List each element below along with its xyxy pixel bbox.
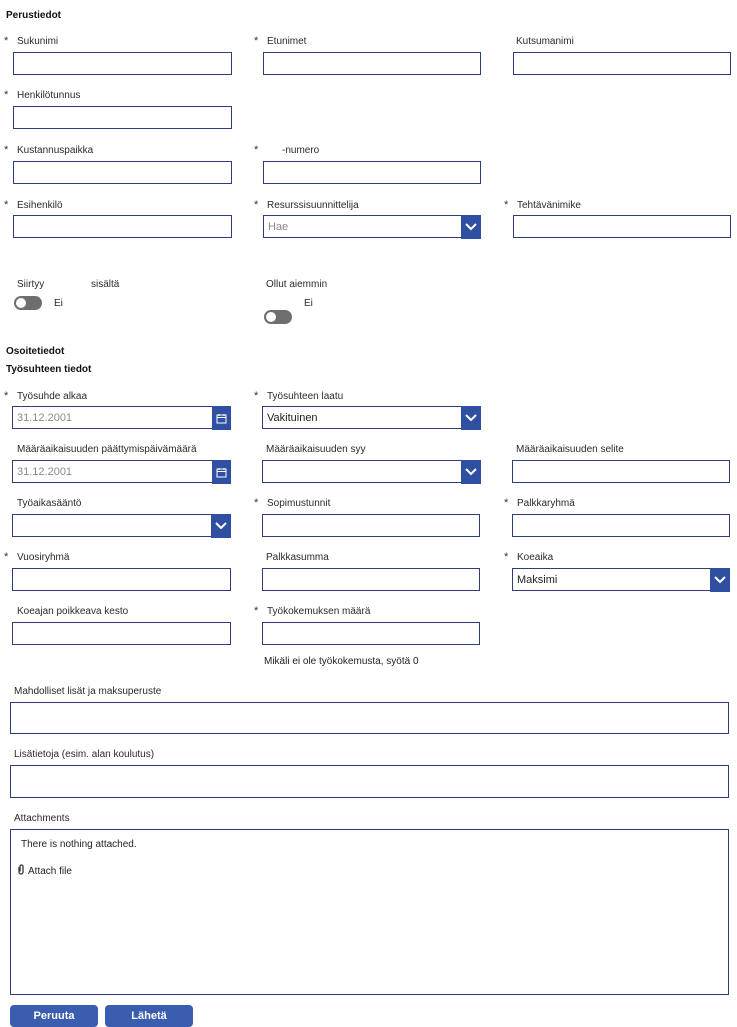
lisatietoja-input[interactable] bbox=[10, 765, 729, 798]
paattymispaiva-value: 31.12.2001 bbox=[17, 466, 73, 478]
henkilotunnus-input[interactable] bbox=[13, 106, 232, 129]
attachments-empty-text: There is nothing attached. bbox=[21, 839, 137, 850]
kutsumanimi-input[interactable] bbox=[513, 52, 731, 75]
maaraaikaisuuden-syy-select[interactable] bbox=[262, 460, 481, 483]
required-mark: * bbox=[254, 35, 259, 47]
required-mark: * bbox=[504, 497, 509, 509]
tyosuhteen-laatu-value: Vakituinen bbox=[267, 412, 318, 424]
calendar-icon[interactable] bbox=[212, 460, 231, 484]
sukunimi-input[interactable] bbox=[13, 52, 232, 75]
palkkasumma-label: Palkkasumma bbox=[266, 552, 329, 563]
required-mark: * bbox=[254, 605, 259, 617]
siirtyy-label: Siirtyy bbox=[17, 279, 45, 290]
palkkaryhma-label: Palkkaryhmä bbox=[517, 498, 575, 509]
required-mark: * bbox=[4, 144, 9, 156]
numero-label: -numero bbox=[282, 145, 320, 156]
tyosuhde-alkaa-value: 31.12.2001 bbox=[17, 412, 73, 424]
required-mark: * bbox=[254, 199, 259, 211]
koeaika-select[interactable] bbox=[512, 568, 730, 591]
section-title-basic-info: Perustiedot bbox=[6, 10, 62, 21]
required-mark: * bbox=[4, 390, 9, 402]
sopimustunnit-input[interactable] bbox=[262, 514, 480, 537]
chevron-down-icon[interactable] bbox=[461, 460, 481, 484]
paattymispaiva-label: Määräaikaisuuden päättymispäivämäärä bbox=[17, 444, 197, 455]
required-mark: * bbox=[4, 551, 9, 563]
paperclip-icon bbox=[17, 864, 25, 878]
etunimet-label: Etunimet bbox=[267, 36, 307, 47]
resurssisuunnittelija-combobox[interactable] bbox=[263, 215, 481, 238]
submit-button[interactable]: Lähetä bbox=[105, 1005, 193, 1027]
sukunimi-label: Sukunimi bbox=[17, 36, 59, 47]
kustannuspaikka-label: Kustannuspaikka bbox=[17, 145, 94, 156]
required-mark: * bbox=[4, 89, 9, 101]
palkkasumma-input[interactable] bbox=[262, 568, 480, 591]
kutsumanimi-label: Kutsumanimi bbox=[516, 36, 574, 47]
chevron-down-icon[interactable] bbox=[710, 568, 730, 592]
required-mark: * bbox=[254, 497, 259, 509]
required-mark: * bbox=[254, 390, 259, 402]
chevron-down-icon[interactable] bbox=[461, 406, 481, 430]
maaraaikaisuuden-selite-input[interactable] bbox=[512, 460, 730, 483]
tyosuhteen-laatu-label: Työsuhteen laatu bbox=[267, 391, 344, 402]
sopimustunnit-label: Sopimustunnit bbox=[267, 498, 331, 509]
ollut-aiemmin-toggle-value: Ei bbox=[304, 298, 313, 309]
chevron-down-icon[interactable] bbox=[461, 215, 481, 239]
koeajan-kesto-label: Koeajan poikkeava kesto bbox=[17, 606, 129, 617]
tyoaikasaanto-select[interactable] bbox=[12, 514, 231, 537]
tyosuhde-alkaa-label: Työsuhde alkaa bbox=[17, 391, 88, 402]
ollut-aiemmin-toggle[interactable] bbox=[264, 310, 292, 324]
chevron-down-icon[interactable] bbox=[211, 514, 231, 538]
attach-file-label: Attach file bbox=[28, 865, 72, 877]
koeaika-value: Maksimi bbox=[517, 574, 558, 586]
required-mark: * bbox=[254, 144, 259, 156]
attachments-panel bbox=[10, 829, 729, 995]
attachments-label: Attachments bbox=[14, 813, 70, 824]
palkkaryhma-input[interactable] bbox=[512, 514, 730, 537]
tehtavanimike-label: Tehtävänimike bbox=[517, 200, 581, 211]
maaraaikaisuuden-selite-label: Määräaikaisuuden selite bbox=[516, 444, 624, 455]
koeajan-kesto-input[interactable] bbox=[12, 622, 231, 645]
required-mark: * bbox=[4, 199, 9, 211]
resurssisuunnittelija-label: Resurssisuunnittelija bbox=[267, 200, 359, 211]
lisat-input[interactable] bbox=[10, 702, 729, 734]
required-mark: * bbox=[504, 551, 509, 563]
vuosiryhma-label: Vuosiryhmä bbox=[17, 552, 70, 563]
paattymispaiva-datepicker[interactable] bbox=[12, 460, 231, 483]
required-mark: * bbox=[504, 199, 509, 211]
ollut-aiemmin-label: Ollut aiemmin bbox=[266, 279, 328, 290]
cancel-button[interactable]: Peruuta bbox=[10, 1005, 98, 1027]
maaraaikaisuuden-syy-label: Määräaikaisuuden syy bbox=[266, 444, 366, 455]
siirtyy-toggle[interactable] bbox=[14, 296, 42, 310]
lisat-label: Mahdolliset lisät ja maksuperuste bbox=[14, 686, 162, 697]
tyokokemus-label: Työkokemuksen määrä bbox=[267, 606, 371, 617]
attach-file-link[interactable] bbox=[17, 864, 72, 878]
calendar-icon[interactable] bbox=[212, 406, 231, 430]
section-title-address: Osoitetiedot bbox=[6, 346, 65, 357]
tyosuhde-alkaa-datepicker[interactable] bbox=[12, 406, 231, 429]
esihenkilo-label: Esihenkilö bbox=[17, 200, 63, 211]
section-title-employment: Työsuhteen tiedot bbox=[6, 364, 92, 375]
numero-input[interactable] bbox=[263, 161, 481, 184]
kustannuspaikka-input[interactable] bbox=[13, 161, 232, 184]
tyoaikasaanto-label: Työaikasääntö bbox=[17, 498, 82, 509]
tyokokemus-hint: Mikäli ei ole työkokemusta, syötä 0 bbox=[264, 656, 419, 667]
lisatietoja-label: Lisätietoja (esim. alan koulutus) bbox=[14, 749, 155, 760]
esihenkilo-input[interactable] bbox=[13, 215, 232, 238]
henkilotunnus-label: Henkilötunnus bbox=[17, 90, 81, 101]
koeaika-label: Koeaika bbox=[517, 552, 554, 563]
required-mark: * bbox=[4, 35, 9, 47]
sisalta-label: sisältä bbox=[91, 279, 120, 290]
etunimet-input[interactable] bbox=[263, 52, 481, 75]
resurssisuunnittelija-placeholder: Hae bbox=[268, 221, 289, 233]
siirtyy-toggle-value: Ei bbox=[54, 298, 63, 309]
tyokokemus-input[interactable] bbox=[262, 622, 480, 645]
vuosiryhma-input[interactable] bbox=[12, 568, 231, 591]
tehtavanimike-input[interactable] bbox=[513, 215, 731, 238]
tyosuhteen-laatu-select[interactable] bbox=[262, 406, 481, 429]
